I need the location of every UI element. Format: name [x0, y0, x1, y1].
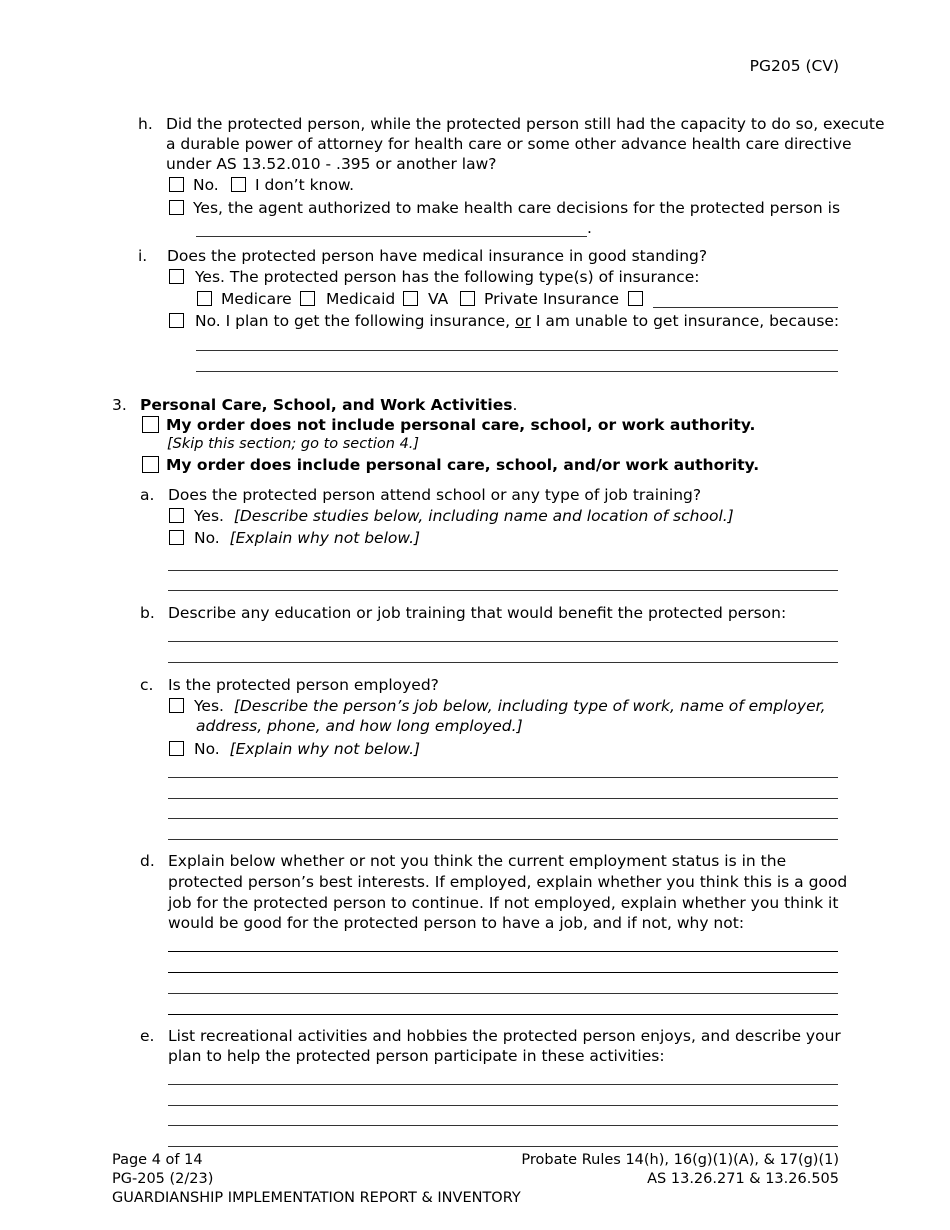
- school-no-text: No.: [194, 529, 220, 547]
- section-e-line-1: List recreational activities and hobbies the protected person enjoys, and describe your: [168, 1027, 841, 1045]
- section-a-question: Does the protected person attend school or any type of job training?: [168, 486, 702, 504]
- section-d-line-4: would be good for the protected person to have a job, and if not, why not:: [168, 914, 745, 932]
- school-answer-line[interactable]: [168, 570, 838, 571]
- education-answer-line[interactable]: [168, 641, 838, 642]
- form-title: GUARDIANSHIP IMPLEMENTATION REPORT & INVENTORY: [112, 1190, 521, 1206]
- skip-note: [Skip this section; go to section 4.]: [167, 436, 420, 452]
- employed-no-note: [Explain why not below.]: [229, 740, 421, 758]
- va-checkbox[interactable]: [403, 291, 418, 306]
- dont-know-label: I don’t know.: [255, 176, 355, 194]
- other-insurance-checkbox[interactable]: [628, 291, 643, 306]
- section-h-question-line-2: a durable power of attorney for health care or some other advance health care directive: [166, 135, 852, 153]
- section-a-letter: a.: [140, 486, 155, 504]
- va-label: VA: [428, 290, 449, 308]
- employed-no-text: No.: [194, 740, 220, 758]
- order-include-label: My order does include personal care, school, and/or work authority.: [166, 456, 760, 474]
- section-d-letter: d.: [140, 852, 155, 870]
- insurance-yes-label: Yes. The protected person has the following type(s) of insurance:: [195, 268, 700, 286]
- probate-rules: Probate Rules 14(h), 16(g)(1)(A), & 17(g)(1): [521, 1152, 839, 1168]
- section-c-question: Is the protected person employed?: [168, 676, 439, 694]
- school-yes-checkbox[interactable]: [169, 508, 184, 523]
- other-insurance-field[interactable]: [653, 307, 838, 308]
- employed-yes-note-1: [Describe the person’s job below, including type of work, name of employer,: [233, 697, 826, 715]
- employment-opinion-line[interactable]: [168, 993, 838, 994]
- section-b-letter: b.: [140, 604, 155, 622]
- order-not-include-label: My order does not include personal care, school, or work authority.: [166, 416, 756, 434]
- employment-answer-line[interactable]: [168, 777, 838, 778]
- insurance-no-or: or: [515, 312, 531, 330]
- activities-answer-line[interactable]: [168, 1146, 838, 1147]
- section-3-title: [140, 396, 517, 414]
- section-h-question-line-3: under AS 13.52.010 - .395 or another law?: [166, 155, 497, 173]
- employed-yes-note-2: address, phone, and how long employed.]: [196, 717, 523, 735]
- statutes: AS 13.26.271 & 13.26.505: [647, 1171, 839, 1187]
- employment-opinion-line[interactable]: [168, 972, 838, 973]
- order-include-checkbox[interactable]: [142, 456, 159, 473]
- section-3-title-period: .: [512, 396, 518, 414]
- employed-no-checkbox[interactable]: [169, 741, 184, 756]
- insurance-no-checkbox[interactable]: [169, 313, 184, 328]
- school-no-checkbox[interactable]: [169, 530, 184, 545]
- employed-yes-text: Yes.: [194, 697, 224, 715]
- section-e-letter: e.: [140, 1027, 155, 1045]
- medicaid-label: Medicaid: [326, 290, 396, 308]
- section-e-line-2: plan to help the protected person participate in these activities:: [168, 1047, 665, 1065]
- yes-agent-checkbox[interactable]: [169, 200, 184, 215]
- form-version: PG-205 (2/23): [112, 1171, 214, 1187]
- section-3-number: 3.: [112, 396, 127, 414]
- no-checkbox[interactable]: [169, 177, 184, 192]
- activities-answer-line[interactable]: [168, 1084, 838, 1085]
- medicaid-checkbox[interactable]: [300, 291, 315, 306]
- dont-know-checkbox[interactable]: [231, 177, 246, 192]
- insurance-no-text-b: I am unable to get insurance, because:: [530, 312, 840, 330]
- school-no-note: [Explain why not below.]: [229, 529, 421, 547]
- agent-name-field[interactable]: [196, 236, 587, 237]
- employed-yes-checkbox[interactable]: [169, 698, 184, 713]
- employment-answer-line[interactable]: [168, 798, 838, 799]
- activities-answer-line[interactable]: [168, 1105, 838, 1106]
- section-c-letter: c.: [140, 676, 154, 694]
- employed-no-label: [194, 740, 420, 758]
- school-yes-text: Yes.: [194, 507, 224, 525]
- insurance-no-text-a: No. I plan to get the following insurance,: [195, 312, 516, 330]
- section-3-title-text: Personal Care, School, and Work Activities: [140, 396, 513, 414]
- school-no-label: [194, 529, 420, 547]
- employment-opinion-line[interactable]: [168, 1014, 838, 1015]
- page-number: Page 4 of 14: [112, 1152, 203, 1168]
- insurance-reason-line[interactable]: [196, 350, 838, 351]
- section-i-question: Does the protected person have medical insurance in good standing?: [167, 247, 708, 265]
- section-d-line-2: protected person’s best interests. If employed, explain whether you think this is a good: [168, 873, 848, 891]
- medicare-label: Medicare: [221, 290, 292, 308]
- insurance-no-label: [195, 312, 839, 330]
- section-d-line-1: Explain below whether or not you think the current employment status is in the: [168, 852, 787, 870]
- section-h-letter: h.: [138, 115, 153, 133]
- insurance-reason-line[interactable]: [196, 371, 838, 372]
- yes-agent-label: Yes, the agent authorized to make health care decisions for the protected person is: [193, 199, 841, 217]
- employed-yes-label: [194, 697, 826, 715]
- section-i-letter: i.: [138, 247, 148, 265]
- insurance-yes-checkbox[interactable]: [169, 269, 184, 284]
- school-yes-label: [194, 507, 734, 525]
- education-answer-line[interactable]: [168, 662, 838, 663]
- order-not-include-checkbox[interactable]: [142, 416, 159, 433]
- employment-answer-line[interactable]: [168, 839, 838, 840]
- activities-answer-line[interactable]: [168, 1125, 838, 1126]
- agent-name-period: .: [587, 219, 592, 237]
- no-label: No.: [193, 176, 219, 194]
- private-insurance-checkbox[interactable]: [460, 291, 475, 306]
- medicare-checkbox[interactable]: [197, 291, 212, 306]
- private-insurance-label: Private Insurance: [484, 290, 620, 308]
- form-code: PG205 (CV): [749, 57, 839, 75]
- school-yes-note: [Describe studies below, including name and location of school.]: [233, 507, 734, 525]
- employment-opinion-line[interactable]: [168, 951, 838, 952]
- employment-answer-line[interactable]: [168, 818, 838, 819]
- section-h-question-line-1: Did the protected person, while the protected person still had the capacity to do so, execute: [166, 115, 885, 133]
- school-answer-line[interactable]: [168, 590, 838, 591]
- section-b-question: Describe any education or job training that would benefit the protected person:: [168, 604, 787, 622]
- section-d-line-3: job for the protected person to continue. If not employed, explain whether you think it: [168, 894, 839, 912]
